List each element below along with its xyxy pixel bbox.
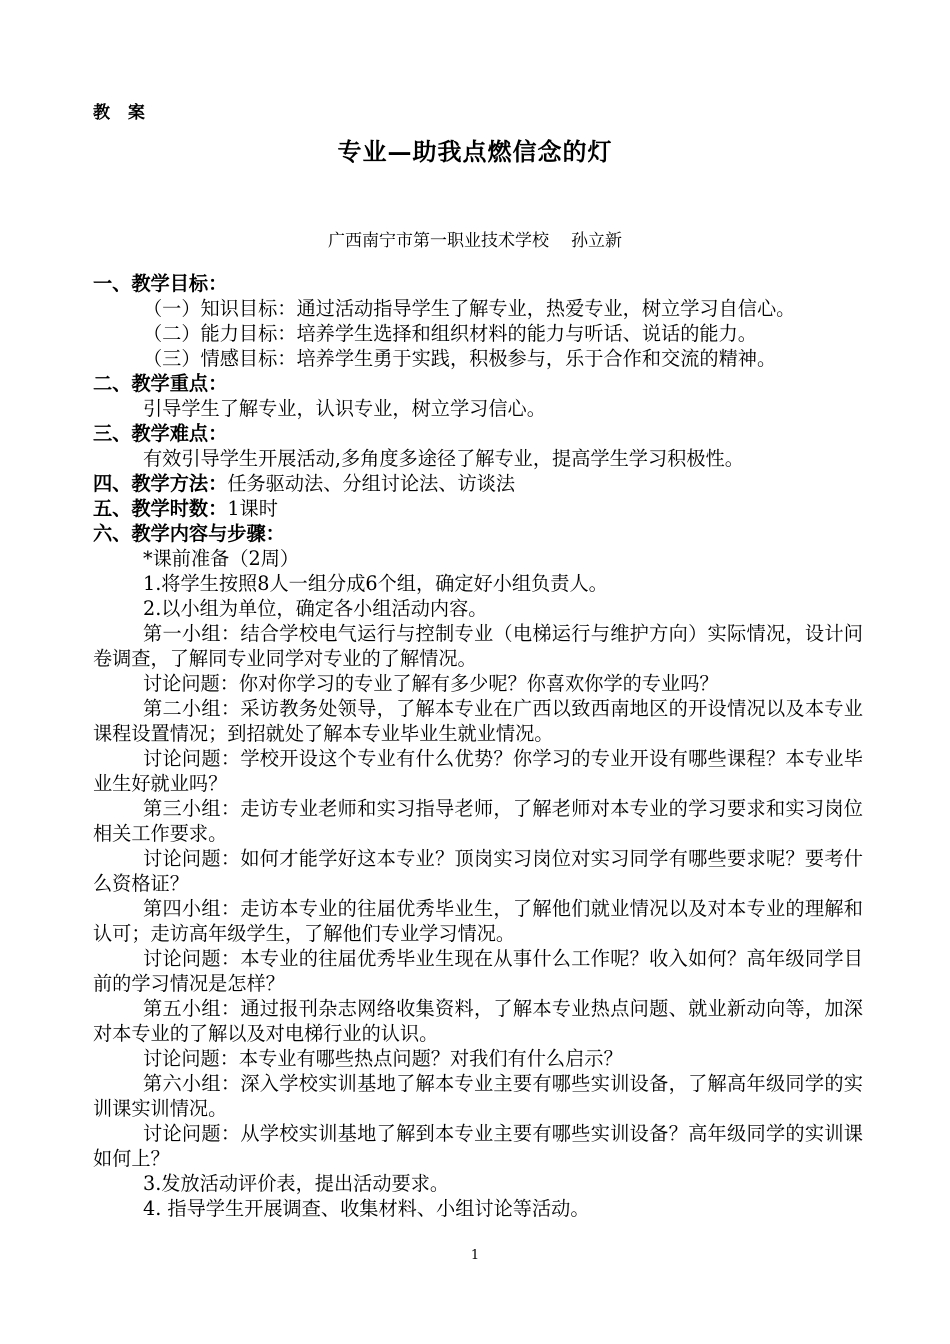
discussion-paragraph: 讨论问题：你对你学习的专业了解有多少呢？你喜欢你学的专业吗？ — [143, 672, 719, 695]
hours-text: 1课时 — [227, 497, 278, 520]
document-title: 专业—助我点燃信念的灯 — [337, 137, 613, 166]
document-body — [93, 271, 863, 1221]
key-points-text: 引导学生了解专业，认识专业，树立学习信心。 — [143, 397, 546, 420]
step-paragraph: 1.将学生按照8人一组分成6个组，确定好小组负责人。 — [143, 572, 608, 595]
discussion-paragraph: 讨论问题：如何才能学好这本专业？顶岗实习岗位对实习同学有哪些要求呢？要考什么资格证？ — [93, 847, 863, 895]
section-heading-methods: 四、教学方法： — [93, 472, 228, 495]
objective-knowledge: （一）知识目标：通过活动指导学生了解专业，热爱专业，树立学习自信心。 — [143, 297, 796, 320]
discussion-paragraph: 讨论问题：本专业有哪些热点问题？对我们有什么启示？ — [143, 1047, 623, 1070]
author-line — [0, 226, 950, 251]
step-paragraph: 2.以小组为单位，确定各小组活动内容。 — [143, 597, 488, 620]
group-paragraph: 第一小组：结合学校电气运行与控制专业（电梯运行与维护方向）实际情况，设计问卷调查，了解同专业同学对专业的了解情况。 — [93, 622, 863, 670]
author-school: 广西南宁市第一职业技术学校 — [328, 231, 549, 251]
section-heading-key-points: 二、教学重点： — [93, 372, 228, 395]
group-paragraph: 第二小组：采访教务处领导，了解本专业在广西以致西南地区的开设情况以及本专业课程设置情况；到招就处了解本专业毕业生就业情况。 — [93, 697, 863, 745]
objective-emotion: （三）情感目标：培养学生勇于实践，积极参与，乐于合作和交流的精神。 — [143, 347, 777, 370]
group-paragraph: 第五小组：通过报刊杂志网络收集资料，了解本专业热点问题、就业新动向等，加深对本专业的了解以及对电梯行业的认识。 — [93, 997, 863, 1045]
section-heading-steps: 六、教学内容与步骤： — [93, 522, 285, 545]
step-paragraph: 4. 指导学生开展调查、收集材料、小组讨论等活动。 — [143, 1197, 590, 1220]
discussion-paragraph: 讨论问题：从学校实训基地了解到本专业主要有哪些实训设备？高年级同学的实训课如何上？ — [93, 1122, 863, 1170]
section-heading-objectives: 一、教学目标： — [93, 272, 228, 295]
section-methods — [93, 471, 863, 496]
section-heading-hours: 五、教学时数： — [93, 497, 228, 520]
page-number: 1 — [470, 1248, 480, 1263]
discussion-paragraph: 讨论问题：学校开设这个专业有什么优势？你学习的专业开设有哪些课程？本专业毕业生好就业吗？ — [93, 747, 863, 795]
step-paragraph: 3.发放活动评价表，提出活动要求。 — [143, 1172, 450, 1195]
document-type-label: 教 案 — [93, 103, 151, 123]
discussion-paragraph: 讨论问题：本专业的往届优秀毕业生现在从事什么工作呢？收入如何？高年级同学目前的学习情况是怎样？ — [93, 947, 863, 995]
step-paragraph: *课前准备（2周） — [143, 547, 300, 570]
difficulties-text: 有效引导学生开展活动,多角度多途径了解专业，提高学生学习积极性。 — [143, 447, 744, 470]
group-paragraph: 第四小组：走访本专业的往届优秀毕业生，了解他们就业情况以及对本专业的理解和认可；走访高年级学生，了解他们专业学习情况。 — [93, 897, 863, 945]
objective-ability: （二）能力目标：培养学生选择和组织材料的能力与听话、说话的能力。 — [143, 322, 757, 345]
section-hours — [93, 496, 863, 521]
group-paragraph: 第六小组：深入学校实训基地了解本专业主要有哪些实训设备，了解高年级同学的实训课实训情况。 — [93, 1072, 863, 1120]
methods-text: 任务驱动法、分组讨论法、访谈法 — [227, 472, 516, 495]
author-name: 孙立新 — [571, 231, 622, 251]
group-paragraph: 第三小组：走访专业老师和实习指导老师，了解老师对本专业的学习要求和实习岗位相关工作要求。 — [93, 797, 863, 845]
section-heading-difficulties: 三、教学难点： — [93, 422, 228, 445]
